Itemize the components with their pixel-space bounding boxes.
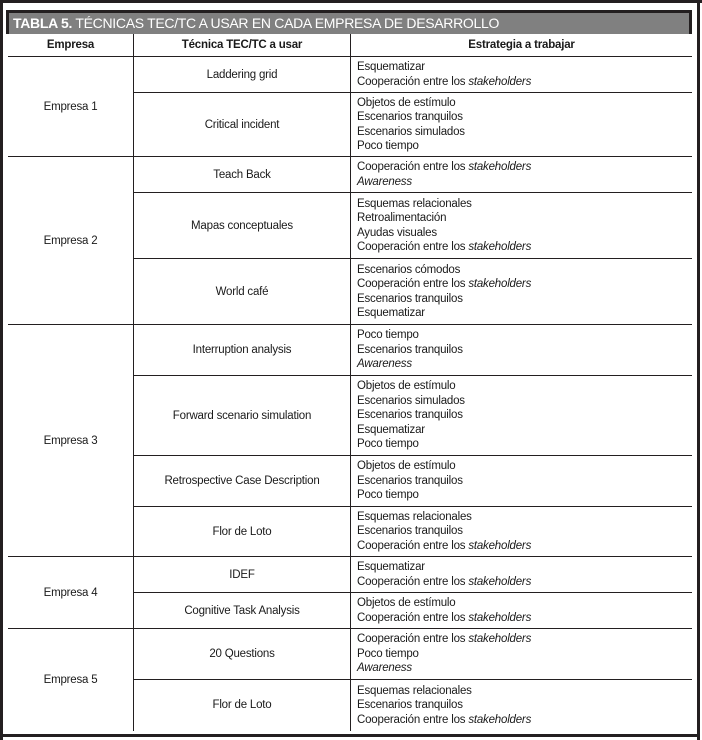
estrategia-cell	[351, 259, 693, 325]
estrategia-italic-term: Awareness	[357, 175, 412, 188]
tecnica-cell: Forward scenario simulation	[134, 376, 351, 456]
estrategia-text: Poco tiempo	[357, 489, 419, 502]
estrategia-italic-term: stakeholders	[468, 539, 532, 552]
estrategia-item	[357, 240, 692, 255]
estrategia-text: Escenarios tranquilos	[357, 525, 463, 538]
tecnica-cell: World café	[134, 259, 351, 325]
tecnica-cell: 20 Questions	[134, 629, 351, 680]
estrategia-item	[357, 96, 692, 111]
estrategia-italic-term: stakeholders	[468, 713, 532, 726]
estrategia-item	[357, 226, 692, 241]
estrategia-cell	[351, 93, 693, 157]
estrategia-text: Cooperación entre los	[357, 278, 469, 290]
tecnica-cell: Critical incident	[134, 93, 351, 157]
estrategia-item	[357, 611, 692, 626]
table-title-label: TABLA 5.	[13, 15, 73, 31]
empresa-cell: Empresa 4	[8, 557, 134, 629]
estrategia-item	[357, 357, 692, 372]
tecnica-cell: Mapas conceptuales	[134, 193, 351, 259]
estrategia-text: Escenarios tranquilos	[357, 111, 463, 123]
estrategia-text: Esquematizar	[357, 61, 425, 73]
estrategia-text: Cooperación entre los	[357, 575, 469, 588]
estrategia-item	[357, 110, 692, 125]
estrategia-text: Escenarios tranquilos	[357, 474, 463, 487]
estrategia-text: Ayudas visuales	[357, 226, 437, 239]
estrategia-item	[357, 75, 692, 90]
tecnica-cell: Retrospective Case Description	[134, 456, 351, 507]
estrategia-italic-term: stakeholders	[468, 161, 532, 173]
empresa-cell: Empresa 5	[8, 629, 134, 731]
empresa-cell: Empresa 3	[8, 325, 134, 557]
estrategia-item	[357, 488, 692, 503]
estrategia-text: Objetos de estímulo	[357, 460, 456, 473]
estrategia-text: Poco tiempo	[357, 647, 419, 660]
estrategia-text: Cooperación entre los	[357, 633, 469, 646]
estrategia-text: Esquematizar	[357, 423, 425, 436]
table-row	[8, 157, 692, 193]
estrategia-text: Escenarios simulados	[357, 394, 465, 407]
header-row	[8, 34, 692, 57]
estrategia-item	[357, 510, 692, 525]
estrategia-text: Poco tiempo	[357, 438, 419, 451]
estrategia-text: Cooperación entre los	[357, 161, 469, 173]
table-body	[8, 57, 692, 731]
estrategia-item	[357, 211, 692, 226]
tecnica-cell: Teach Back	[134, 157, 351, 193]
estrategia-text: Cooperación entre los	[357, 713, 469, 726]
estrategia-text: Cooperación entre los	[357, 611, 469, 624]
estrategia-text: Esquemas relacionales	[357, 684, 472, 697]
estrategia-text: Poco tiempo	[357, 140, 419, 152]
estrategia-item	[357, 524, 692, 539]
estrategia-text: Esquematizar	[357, 561, 425, 573]
estrategia-cell	[351, 376, 693, 456]
estrategia-cell	[351, 456, 693, 507]
estrategia-item	[357, 60, 692, 75]
estrategia-text: Esquemas relacionales	[357, 197, 472, 210]
estrategia-text: Escenarios tranquilos	[357, 292, 463, 305]
estrategia-item	[357, 263, 692, 278]
estrategia-item	[357, 408, 692, 423]
estrategia-item	[357, 596, 692, 611]
estrategia-text: Cooperación entre los	[357, 75, 469, 88]
estrategia-item	[357, 379, 692, 394]
estrategia-italic-term: stakeholders	[468, 633, 532, 646]
tecnica-cell: Interruption analysis	[134, 325, 351, 376]
estrategia-item	[357, 139, 692, 154]
estrategia-item	[357, 343, 692, 358]
estrategia-item	[357, 575, 692, 590]
table-title	[6, 10, 692, 34]
table-row	[8, 325, 692, 376]
estrategia-cell	[351, 325, 693, 376]
frame-border-right	[697, 0, 700, 740]
estrategia-text: Esquemas relacionales	[357, 510, 472, 523]
frame-border-left	[0, 0, 3, 740]
tecnica-cell: Cognitive Task Analysis	[134, 593, 351, 629]
empresa-cell: Empresa 1	[8, 57, 134, 157]
estrategia-item	[357, 197, 692, 212]
estrategia-item	[357, 647, 692, 662]
estrategia-item	[357, 306, 692, 321]
tecnica-cell: Flor de Loto	[134, 680, 351, 731]
estrategia-item	[357, 394, 692, 409]
estrategia-text: Escenarios tranquilos	[357, 409, 463, 422]
estrategia-italic-term: Awareness	[357, 358, 412, 371]
estrategia-item	[357, 474, 692, 489]
estrategia-item	[357, 277, 692, 292]
estrategia-text: Objetos de estímulo	[357, 380, 456, 393]
estrategia-cell	[351, 680, 693, 731]
estrategia-italic-term: Awareness	[357, 662, 412, 675]
estrategia-item	[357, 661, 692, 676]
estrategia-item	[357, 423, 692, 438]
estrategia-italic-term: stakeholders	[468, 75, 532, 88]
estrategia-item	[357, 437, 692, 452]
estrategia-cell	[351, 57, 693, 93]
table-row	[8, 629, 692, 680]
tecnica-cell: Flor de Loto	[134, 507, 351, 557]
techniques-table	[8, 34, 692, 731]
estrategia-cell	[351, 507, 693, 557]
header-estrategia: Estrategia a trabajar	[351, 34, 693, 57]
estrategia-italic-term: stakeholders	[468, 575, 532, 588]
estrategia-cell	[351, 593, 693, 629]
header-tecnica: Técnica TEC/TC a usar	[134, 34, 351, 57]
estrategia-italic-term: stakeholders	[468, 278, 532, 290]
tecnica-cell: Laddering grid	[134, 57, 351, 93]
estrategia-item	[357, 292, 692, 307]
estrategia-text: Escenarios cómodos	[357, 263, 461, 276]
tecnica-cell: IDEF	[134, 557, 351, 593]
estrategia-text: Escenarios tranquilos	[357, 699, 463, 711]
estrategia-item	[357, 698, 692, 713]
estrategia-text: Cooperación entre los	[357, 539, 469, 552]
estrategia-italic-term: stakeholders	[468, 241, 532, 253]
estrategia-item	[357, 713, 692, 728]
estrategia-text: Poco tiempo	[357, 329, 419, 342]
estrategia-text: Retroalimentación	[357, 212, 447, 224]
estrategia-text: Objetos de estímulo	[357, 96, 456, 109]
estrategia-item	[357, 539, 692, 554]
estrategia-item	[357, 125, 692, 140]
header-empresa: Empresa	[8, 34, 134, 57]
estrategia-cell	[351, 157, 693, 193]
estrategia-cell	[351, 629, 693, 680]
estrategia-item	[357, 684, 692, 699]
table-row	[8, 557, 692, 593]
estrategia-cell	[351, 557, 693, 593]
estrategia-item	[357, 459, 692, 474]
estrategia-italic-term: stakeholders	[468, 611, 532, 624]
table-row	[8, 57, 692, 93]
estrategia-text: Cooperación entre los	[357, 241, 469, 253]
estrategia-text: Escenarios simulados	[357, 125, 465, 138]
estrategia-item	[357, 160, 692, 175]
estrategia-text: Esquematizar	[357, 307, 425, 319]
estrategia-text: Escenarios tranquilos	[357, 343, 463, 356]
estrategia-text: Objetos de estímulo	[357, 597, 456, 609]
estrategia-item	[357, 560, 692, 575]
estrategia-item	[357, 328, 692, 343]
table-title-text: TÉCNICAS TEC/TC A USAR EN CADA EMPRESA DE DESARROLLO	[72, 15, 500, 31]
estrategia-cell	[351, 193, 693, 259]
frame-border-bottom	[0, 734, 700, 737]
estrategia-item	[357, 632, 692, 647]
empresa-cell: Empresa 2	[8, 157, 134, 325]
frame-border-top	[0, 0, 702, 3]
estrategia-item	[357, 175, 692, 190]
